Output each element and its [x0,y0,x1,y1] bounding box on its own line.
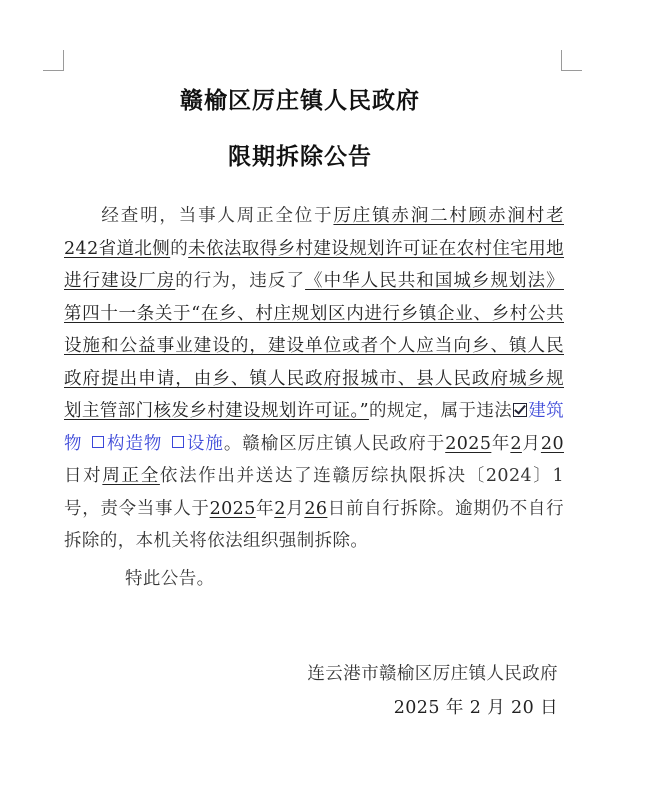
signature-date: 2025 年 2 月 20 日 [393,698,558,718]
issue-month: 2 [510,433,522,454]
text-segment: 日对 [64,466,103,486]
text-segment: 月 [521,433,541,454]
text-segment: 位于 [294,206,334,226]
violation-act: 未依法取得乡村建设规划许可证在农村住宅用地进行建设厂房 [64,238,565,291]
text-segment: 日前自行拆除。逾期仍不自行拆除的，本机关将依法组织强制拆除。 [64,498,565,551]
page-title: 赣榆区厉庄镇人民政府 [180,87,420,114]
checkbox-empty-icon [92,436,104,448]
deadline-year: 2025 [209,498,256,519]
issue-day: 20 [540,433,564,454]
text-segment: 的规定，属于违法 [368,401,513,421]
closing-text: 特此公告。 [125,569,215,589]
option-building: 建筑物 [64,401,564,454]
text-segment: 依法作出并送达了连赣厉综执限拆决〔2024〕1号，责令当事人于 [64,466,564,519]
deadline-day: 26 [304,498,328,519]
checkbox-empty-icon [172,436,184,448]
party-name: 周正全 [236,206,295,226]
violation-location: 厉庄镇赤涧二村顾赤涧村老242省道北侧 [64,206,564,259]
text-segment: 经查明，当事人 [100,206,237,226]
crop-mark-top-left [43,50,64,71]
law-citation: 《中华人民共和国城乡规划法》第四十一条关于“在乡、村庄规划区内进行乡镇企业、乡村公共设施和公益事业建设的，建设单位或者个人应当向乡、镇人民政府提出申请，由乡、镇人民政府报城市、县人民政府城乡规划主管部门核发乡村建设规划许可证。” [64,271,564,421]
notice-title: 限期拆除公告 [228,143,372,170]
signature-issuer: 连云港市赣榆区厉庄镇人民政府 [307,664,558,684]
option-facility: 设施 [186,433,224,454]
deadline-month: 2 [274,498,286,519]
text-segment: 的 [170,238,189,259]
text-segment: 。赣榆区厉庄镇人民政府于 [223,433,446,454]
text-segment: 年 [491,433,511,454]
text-segment: 年 [255,498,275,519]
issue-year: 2025 [445,433,492,454]
text-segment: 的行为，违反了 [175,271,306,291]
option-structure: 构造物 [106,433,163,454]
text-segment: 月 [285,498,305,519]
notice-body [64,200,564,558]
crop-mark-top-right [561,50,582,71]
party-name-2: 周正全 [102,466,160,486]
checkbox-checked-icon [513,403,527,417]
